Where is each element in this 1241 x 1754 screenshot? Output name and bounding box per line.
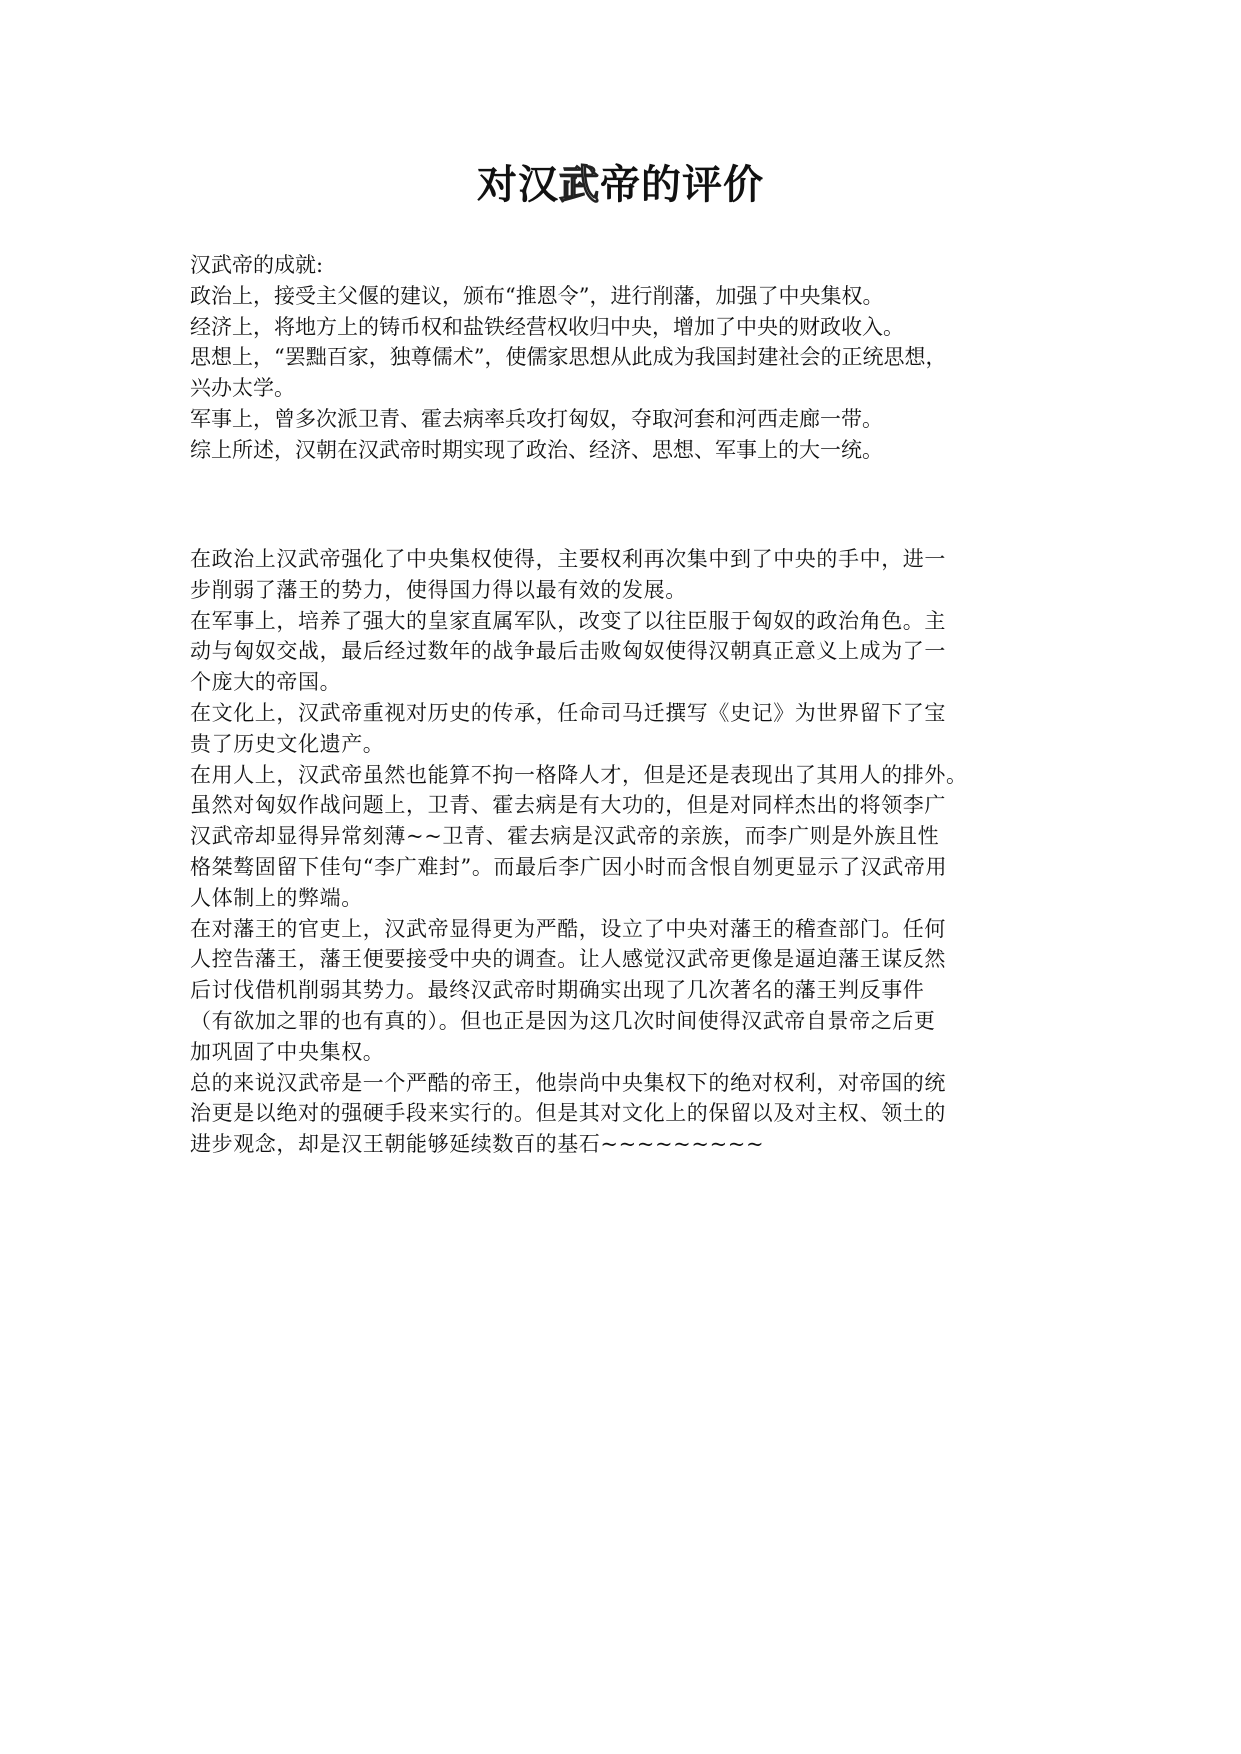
evaluation-line: 进步观念，却是汉王朝能够延续数百的基石~~~~~~~~~ bbox=[190, 1132, 765, 1157]
achievements-section bbox=[190, 250, 1060, 466]
evaluation-section bbox=[190, 544, 1060, 1160]
evaluation-line: 总的来说汉武帝是一个严酷的帝王，他崇尚中央集权下的绝对权利，对帝国的统 bbox=[190, 1070, 946, 1095]
title-part-1: 对汉 bbox=[477, 161, 559, 208]
achievements-line-military: 军事上，曾多次派卫青、霍去病率兵攻打匈奴，夺取河套和河西走廊一带。 bbox=[190, 406, 883, 431]
achievements-heading: 汉武帝的成就: bbox=[190, 253, 324, 277]
evaluation-line: 人控告藩王，藩王便要接受中央的调查。让人感觉汉武帝更像是逼迫藩王谋反然 bbox=[190, 947, 946, 972]
achievements-line-economy: 经济上，将地方上的铸币权和盐铁经营权收归中央，增加了中央的财政收入。 bbox=[190, 314, 904, 339]
achievements-line-thought-cont: 兴办太学。 bbox=[190, 376, 295, 401]
document-title bbox=[0, 155, 1241, 215]
title-part-3: 帝的评价 bbox=[600, 161, 764, 208]
evaluation-line: 后讨伐借机削弱其势力。最终汉武帝时期确实出现了几次著名的藩王判反事件 bbox=[190, 978, 925, 1003]
evaluation-line: 步削弱了藩王的势力，使得国力得以最有效的发展。 bbox=[190, 577, 687, 602]
evaluation-line: 贵了历史文化遗产。 bbox=[190, 731, 385, 756]
evaluation-line: 治更是以绝对的强硬手段来实行的。但是其对文化上的保留以及对主权、领土的 bbox=[190, 1101, 946, 1126]
evaluation-line: （有欲加之罪的也有真的）。但也正是因为这几次时间使得汉武帝自景帝之后更 bbox=[190, 1008, 936, 1033]
evaluation-line: 在政治上汉武帝强化了中央集权使得，主要权利再次集中到了中央的手中，进一 bbox=[190, 547, 946, 571]
evaluation-line: 虽然对匈奴作战问题上，卫青、霍去病是有大功的，但是对同样杰出的将领李广 bbox=[190, 793, 946, 818]
evaluation-line: 在对藩王的官吏上，汉武帝显得更为严酷，设立了中央对藩王的稽查部门。任何 bbox=[190, 916, 946, 941]
evaluation-line: 个庞大的帝国。 bbox=[190, 670, 342, 695]
evaluation-line: 在文化上，汉武帝重视对历史的传承，任命司马迁撰写《史记》为世界留下了宝 bbox=[190, 700, 946, 725]
evaluation-line: 加巩固了中央集权。 bbox=[190, 1039, 385, 1064]
evaluation-line: 格桀骜固留下佳句“李广难封”。而最后李广因小时而含恨自刎更显示了汉武帝用 bbox=[190, 854, 948, 879]
evaluation-line: 在用人上，汉武帝虽然也能算不拘一格降人才，但是还是表现出了其用人的排外。 bbox=[190, 762, 968, 787]
achievements-line-summary: 综上所述，汉朝在汉武帝时期实现了政治、经济、思想、军事上的大一统。 bbox=[190, 437, 883, 462]
achievements-line-politics: 政治上，接受主父偃的建议，颁布“推恩令”，进行削藩，加强了中央集权。 bbox=[190, 283, 884, 308]
evaluation-line: 在军事上，培养了强大的皇家直属军队，改变了以往臣服于匈奴的政治角色。主 bbox=[190, 608, 946, 633]
title-part-2-outlined: 武 bbox=[559, 161, 600, 208]
evaluation-line: 汉武帝却显得异常刻薄~~卫青、霍去病是汉武帝的亲族，而李广则是外族且性 bbox=[190, 824, 940, 849]
evaluation-line: 人体制上的弊端。 bbox=[190, 885, 363, 910]
evaluation-line: 动与匈奴交战，最后经过数年的战争最后击败匈奴使得汉朝真正意义上成为了一 bbox=[190, 639, 946, 664]
achievements-line-thought: 思想上，“罢黜百家，独尊儒术”，使儒家思想从此成为我国封建社会的正统思想， bbox=[190, 345, 947, 370]
